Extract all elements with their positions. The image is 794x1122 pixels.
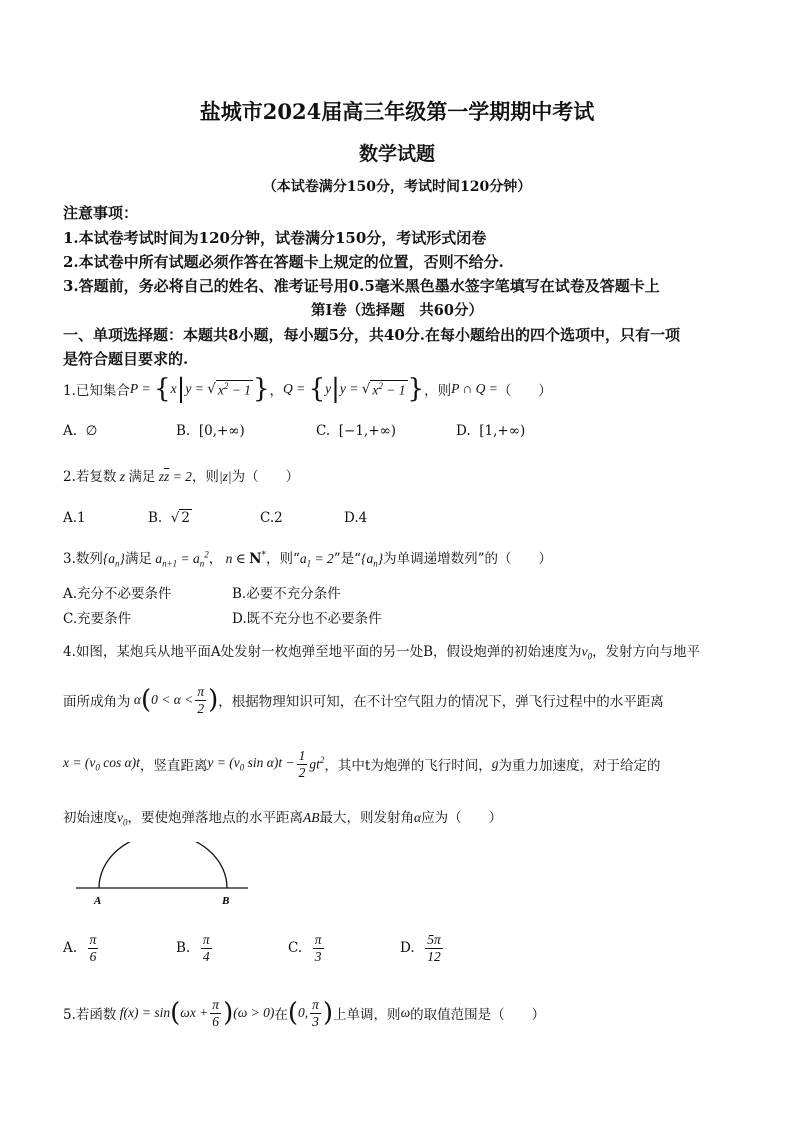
q3-option-a: A.充分不必要条件 (63, 586, 172, 602)
point-b-label: B (222, 895, 230, 907)
notice-item-1: 1.本试卷考试时间为120分钟，试卷满分150分，考试形式闭卷 (63, 229, 487, 247)
subject-title: 数学试题 (358, 143, 435, 165)
q2-option-d: D.4 (344, 510, 368, 526)
question-2-stem: 2.若复数 z 满足 $z\overline{z} = 2$，则|z|为（ ） (63, 469, 300, 485)
q4-option-a: A. $\frac{\pi}{6}$ (63, 932, 97, 964)
trajectory-arc (99, 842, 227, 888)
exam-info: （本试卷满分150分，考试时间120分钟） (262, 179, 532, 195)
q3-option-c: C.充要条件 (63, 611, 132, 627)
trajectory-figure (70, 842, 260, 908)
question-4-line-3: $x = (v_0$ cos α)t ，竖直距离 $y = (v_0$ sin α)t − $\frac{1}{2}$ $gt^2$ ，其中t为炮弹的飞行时间， g 为重力加速度，对于给定的 (63, 747, 661, 780)
q4-option-b: B. $\frac{\pi}{4}$ (176, 932, 210, 964)
question-4-line-1: 4.如图，某炮兵从地平面A处发射一枚炮弹至地平面的另一处B，假设炮弹的初始速度为$v_0$，发射方向与地平 (63, 644, 701, 662)
q2-option-b: B. √ 2 (148, 510, 190, 526)
q1-option-a: A. ∅ (63, 423, 98, 439)
notice-heading: 注意事项： (63, 204, 139, 222)
section-instruction-2: 是符合题目要求的. (63, 350, 189, 368)
question-4-line-4: 初始速度$v_0$，要使炮弹落地点的水平距离AB最大，则发射角α应为（ ） (63, 810, 503, 828)
question-4-line-2: 面所成角为 α ( 0 < α < $\frac{\pi}{2}$ ) ，根据物理知识可知，在不计空气阻力的情况下，弹飞行过程中的水平距离 (63, 683, 664, 716)
q4-option-d: D. $\frac{5\pi}{12}$ (400, 932, 441, 964)
q1-option-c: C. [−1,+∞) (316, 423, 397, 439)
q2-option-c: C.2 (260, 510, 283, 526)
notice-item-3: 3.答题前，务必将自己的姓名、准考证号用0.5毫米黑色墨水签字笔填写在试卷及答题卡上 (63, 277, 660, 295)
section-instruction-1: 一、单项选择题：本题共8小题，每小题5分，共40分.在每小题给出的四个选项中，只有一项 (63, 326, 680, 344)
q2-option-a: A.1 (63, 510, 86, 526)
question-3-stem: 3.数列$\{a_n\}$满足 $a_{n+1} = a_n^2$， n ∈ N*，则“$a_1 = 2$”是“$\{a_n\}$为单调递增数列”的（ ） (63, 549, 553, 569)
notice-item-2: 2.本试卷中所有试题必须作答在答题卡上规定的位置，否则不给分. (63, 253, 504, 271)
part1-heading: 第I卷（选择题 共60分） (311, 302, 483, 319)
point-a-label: A (94, 895, 102, 907)
q3-option-d: D.既不充分也不必要条件 (232, 611, 382, 627)
question-5-stem: 5.若函数 f(x) = sin ( ωx + $\frac{\pi}{6}$ ) (ω > 0) 在 ( 0, $\frac{\pi}{3}$ ) 上单调，则 ω 的取值范围是（ ） (63, 996, 546, 1029)
question-1-stem: 1.已知集合 P = { x | y = √ $x^2 - 1$ } ， Q = { y | y = √ $x^2 - 1$ } ，则 P ∩ Q = （ ） (63, 374, 552, 404)
q4-option-c: C. $\frac{\pi}{3}$ (288, 932, 322, 964)
exam-title: 盐城市2024届高三年级第一学期期中考试 (199, 99, 595, 124)
q3-option-b: B.必要不充分条件 (232, 586, 341, 602)
q1-option-d: D. [1,+∞) (456, 423, 526, 439)
q1-option-b: B. [0,+∞) (176, 423, 245, 439)
